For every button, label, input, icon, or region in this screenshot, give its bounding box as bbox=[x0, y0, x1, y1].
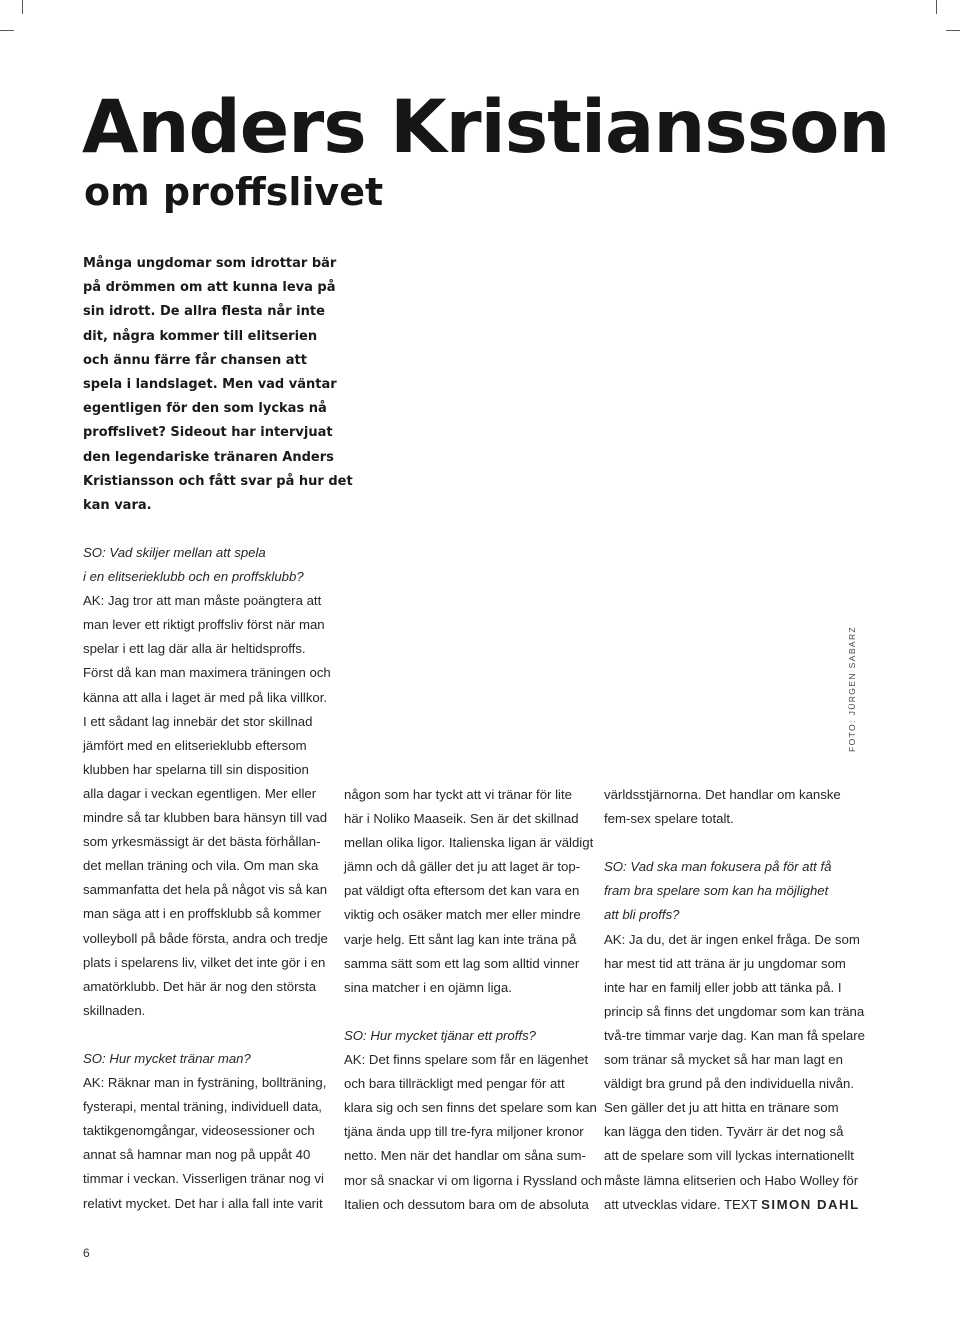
question-line bbox=[604, 855, 856, 879]
line-text: AK: Det finns spelare som får en lägenhet bbox=[344, 1052, 589, 1068]
line-text: jämfört med en elitserieklubb eftersom bbox=[83, 737, 307, 753]
body-line bbox=[83, 975, 335, 999]
crop-mark-top-right-horizontal bbox=[946, 30, 960, 31]
lead-line: dit, några kommer till elitserien bbox=[83, 328, 318, 344]
body-line bbox=[344, 1048, 596, 1072]
body-line bbox=[344, 1144, 596, 1168]
body-line bbox=[604, 1072, 856, 1096]
lead-line: sin idrott. De allra flesta når inte bbox=[83, 304, 325, 320]
line-text: viktig och osäker match mer eller mindre bbox=[344, 907, 581, 923]
line-text: samma sätt som ett lag som alltid vinner bbox=[344, 955, 580, 971]
line-text: SO: Vad ska man fokusera på för att få bbox=[604, 859, 832, 875]
line-text: man säga att i en proffsklubb så kommer bbox=[83, 906, 321, 922]
question-line bbox=[83, 1047, 335, 1071]
body-line bbox=[344, 1072, 596, 1096]
line-text: känna att alla i laget är med på lika villkor. bbox=[83, 689, 328, 705]
body-line bbox=[83, 758, 335, 782]
body-line bbox=[604, 1169, 859, 1193]
body-line bbox=[83, 902, 335, 926]
body-line bbox=[604, 1193, 860, 1217]
body-line bbox=[344, 807, 596, 831]
lead-line: Kristiansson och fått svar på hur det bbox=[83, 473, 353, 489]
body-line bbox=[344, 952, 596, 976]
body-line bbox=[344, 903, 596, 927]
line-text: två-tre timmar varje dag. Kan man få spelare bbox=[604, 1027, 865, 1043]
body-line bbox=[344, 831, 596, 855]
body-line bbox=[83, 878, 335, 902]
line-text: netto. Men när det handlar om såna sum- bbox=[344, 1148, 586, 1164]
body-line bbox=[604, 1096, 856, 1120]
paragraph-gap bbox=[83, 1023, 335, 1047]
body-line bbox=[604, 952, 856, 976]
line-text: klubben har spelarna till sin disposition bbox=[83, 761, 309, 777]
body-line bbox=[83, 613, 335, 637]
body-line bbox=[604, 1048, 856, 1072]
body-line bbox=[344, 928, 596, 952]
article-subtitle: om proffslivet bbox=[84, 170, 384, 214]
body-line bbox=[344, 1096, 596, 1120]
line-text: sina matcher i en ojämn liga. bbox=[344, 979, 512, 995]
line-text: att de spelare som vill lyckas internationellt bbox=[604, 1148, 854, 1164]
page-number: 6 bbox=[83, 1246, 90, 1260]
line-text: fysterapi, mental träning, individuell data, bbox=[83, 1099, 322, 1115]
line-text: här i Noliko Maaseik. Sen är det skillnad bbox=[344, 811, 579, 827]
line-text: princip så finns det ungdomar som kan träna bbox=[604, 1003, 865, 1019]
crop-mark-top-left-vertical bbox=[22, 0, 23, 14]
paragraph-gap bbox=[604, 831, 856, 855]
body-line bbox=[83, 1119, 335, 1143]
line-text: Sen gäller det ju att hitta en tränare som bbox=[604, 1100, 839, 1116]
article-column-1 bbox=[83, 541, 335, 1216]
lead-line: och ännu färre får chansen att bbox=[83, 352, 307, 368]
line-text: I ett sådant lag innebär det stor skillnad bbox=[83, 713, 313, 729]
article-column-3 bbox=[604, 783, 865, 1217]
body-line bbox=[83, 589, 335, 613]
line-text: jämn och då gäller det ju att laget är top- bbox=[344, 859, 581, 875]
crop-mark-top-right-vertical bbox=[936, 0, 937, 14]
line-text: mindre så tar klubben bara hänsyn till vad bbox=[83, 810, 328, 826]
line-text: mor så snackar vi om ligorna i Ryssland och bbox=[344, 1172, 602, 1188]
author-name: SIMON DAHL bbox=[761, 1196, 860, 1212]
lead-line: den legendariske tränaren Anders bbox=[83, 449, 334, 465]
line-text: SO: Hur mycket tjänar ett proffs? bbox=[344, 1027, 537, 1043]
line-text: pat väldigt ofta eftersom det kan vara en bbox=[344, 883, 580, 899]
body-line bbox=[344, 1169, 602, 1193]
article-column-2 bbox=[344, 783, 602, 1217]
line-text: AK: Räknar man in fysträning, bollträning, bbox=[83, 1075, 327, 1091]
lead-line: kan vara. bbox=[83, 498, 152, 514]
line-text: spelar i ett lag där alla är heltidsproffs. bbox=[83, 641, 306, 657]
line-text: någon som har tyckt att vi tränar för lite bbox=[344, 787, 572, 802]
question-line bbox=[604, 903, 856, 927]
line-text: Först då kan man maximera träningen och bbox=[83, 665, 331, 681]
body-line bbox=[604, 1120, 856, 1144]
line-text: SO: Vad skiljer mellan att spela bbox=[83, 545, 266, 560]
article-title: Anders Kristiansson bbox=[82, 85, 890, 170]
crop-mark-top-left-horizontal bbox=[0, 30, 14, 31]
line-text: inte har en familj eller jobb att tänka på. I bbox=[604, 979, 842, 995]
lead-line: egentligen för den som lyckas nå bbox=[83, 401, 327, 417]
line-text: amatörklubb. Det här är nog den största bbox=[83, 978, 317, 994]
line-text: plats i spelarens liv, vilket det inte gör i en bbox=[83, 954, 326, 970]
line-text: timmar i veckan. Visserligen tränar nog vi bbox=[83, 1171, 324, 1187]
body-line bbox=[83, 1167, 335, 1191]
line-text: tjäna ända upp till tre-fyra miljoner kronor bbox=[344, 1124, 584, 1140]
line-text: sammanfatta det hela på något vis så kan bbox=[83, 882, 328, 898]
body-line bbox=[604, 1024, 865, 1048]
line-text: och bara tillräckligt med pengar för att bbox=[344, 1076, 565, 1092]
body-line bbox=[83, 1143, 335, 1167]
article-lead bbox=[83, 252, 353, 518]
lead-line: på drömmen om att kunna leva på bbox=[83, 280, 336, 296]
body-line bbox=[83, 734, 335, 758]
lead-line: spela i landslaget. Men vad väntar bbox=[83, 377, 337, 393]
question-line bbox=[83, 565, 335, 589]
line-text: man lever ett riktigt proffsliv först när man bbox=[83, 617, 325, 633]
lead-line: proffslivet? Sideout har intervjuat bbox=[83, 425, 333, 441]
body-line bbox=[83, 830, 335, 854]
line-text: taktikgenomgångar, videosessioner och bbox=[83, 1123, 315, 1139]
line-text: att utvecklas vidare. TEXT bbox=[604, 1196, 762, 1212]
body-line bbox=[83, 927, 335, 951]
line-text: alla dagar i veckan egentligen. Mer eller bbox=[83, 785, 317, 801]
body-line bbox=[604, 807, 856, 831]
paragraph-gap bbox=[344, 1000, 596, 1024]
body-line bbox=[604, 1000, 865, 1024]
body-line bbox=[83, 999, 335, 1023]
body-line bbox=[344, 855, 596, 879]
line-text: AK: Ja du, det är ingen enkel fråga. De som bbox=[604, 931, 860, 947]
line-text: har mest tid att träna är ju ungdomar som bbox=[604, 955, 846, 971]
line-text: som yrkesmässigt är det bästa förhållan- bbox=[83, 834, 321, 850]
body-line bbox=[344, 879, 596, 903]
body-line bbox=[83, 782, 335, 806]
body-line bbox=[83, 951, 335, 975]
line-text: som tränar så mycket så har man lagt en bbox=[604, 1052, 843, 1068]
line-text: mellan olika ligor. Italienska ligan är väldigt bbox=[344, 835, 594, 851]
question-line bbox=[604, 879, 856, 903]
body-line bbox=[83, 661, 335, 685]
line-text: relativt mycket. Det har i alla fall inte varit bbox=[83, 1195, 323, 1211]
body-line bbox=[344, 1193, 596, 1217]
line-text: att bli proffs? bbox=[604, 907, 680, 923]
body-line bbox=[604, 783, 856, 807]
body-line bbox=[604, 928, 860, 952]
line-text: SO: Hur mycket tränar man? bbox=[83, 1050, 251, 1066]
line-text: det mellan träning och vila. Om man ska bbox=[83, 858, 319, 874]
line-text: fram bra spelare som kan ha möjlighet bbox=[604, 883, 829, 899]
line-text: AK: Jag tror att man måste poängtera att bbox=[83, 593, 322, 609]
lead-line: Många ungdomar som idrottar bär bbox=[83, 256, 337, 271]
line-text: annat så hamnar man nog på uppåt 40 bbox=[83, 1147, 311, 1163]
line-text: i en elitserieklubb och en proffsklubb? bbox=[83, 569, 304, 585]
line-text: varje helg. Ett sånt lag kan inte träna på bbox=[344, 931, 577, 947]
question-line bbox=[83, 541, 335, 565]
body-line bbox=[83, 686, 335, 710]
question-line bbox=[344, 1024, 596, 1048]
line-text: skillnaden. bbox=[83, 1002, 146, 1018]
body-line bbox=[344, 1120, 596, 1144]
body-line bbox=[83, 806, 335, 830]
body-line bbox=[83, 637, 335, 661]
body-line bbox=[83, 854, 335, 878]
body-line bbox=[604, 1144, 856, 1168]
line-text: kan lägga den tiden. Tyvärr är det nog så bbox=[604, 1124, 844, 1140]
line-text: klara sig och sen finns det spelare som kan bbox=[344, 1100, 597, 1116]
body-line bbox=[83, 1192, 335, 1216]
line-text: måste lämna elitserien och Habo Wolley för bbox=[604, 1172, 859, 1188]
body-line bbox=[83, 1095, 335, 1119]
body-line bbox=[83, 710, 335, 734]
line-text: världsstjärnorna. Det handlar om kanske bbox=[604, 787, 841, 802]
body-line bbox=[83, 1071, 335, 1095]
body-line bbox=[344, 783, 596, 807]
line-text: volleyboll på både första, andra och tredje bbox=[83, 930, 328, 946]
line-text: fem-sex spelare totalt. bbox=[604, 811, 734, 827]
line-text: Italien och dessutom bara om de absoluta bbox=[344, 1196, 589, 1212]
line-text: väldigt bra grund på den individuella nivån. bbox=[604, 1076, 855, 1092]
body-line bbox=[604, 976, 856, 1000]
photo-credit: FOTO: JÜRGEN SABARZ bbox=[847, 625, 857, 752]
body-line bbox=[344, 976, 596, 1000]
